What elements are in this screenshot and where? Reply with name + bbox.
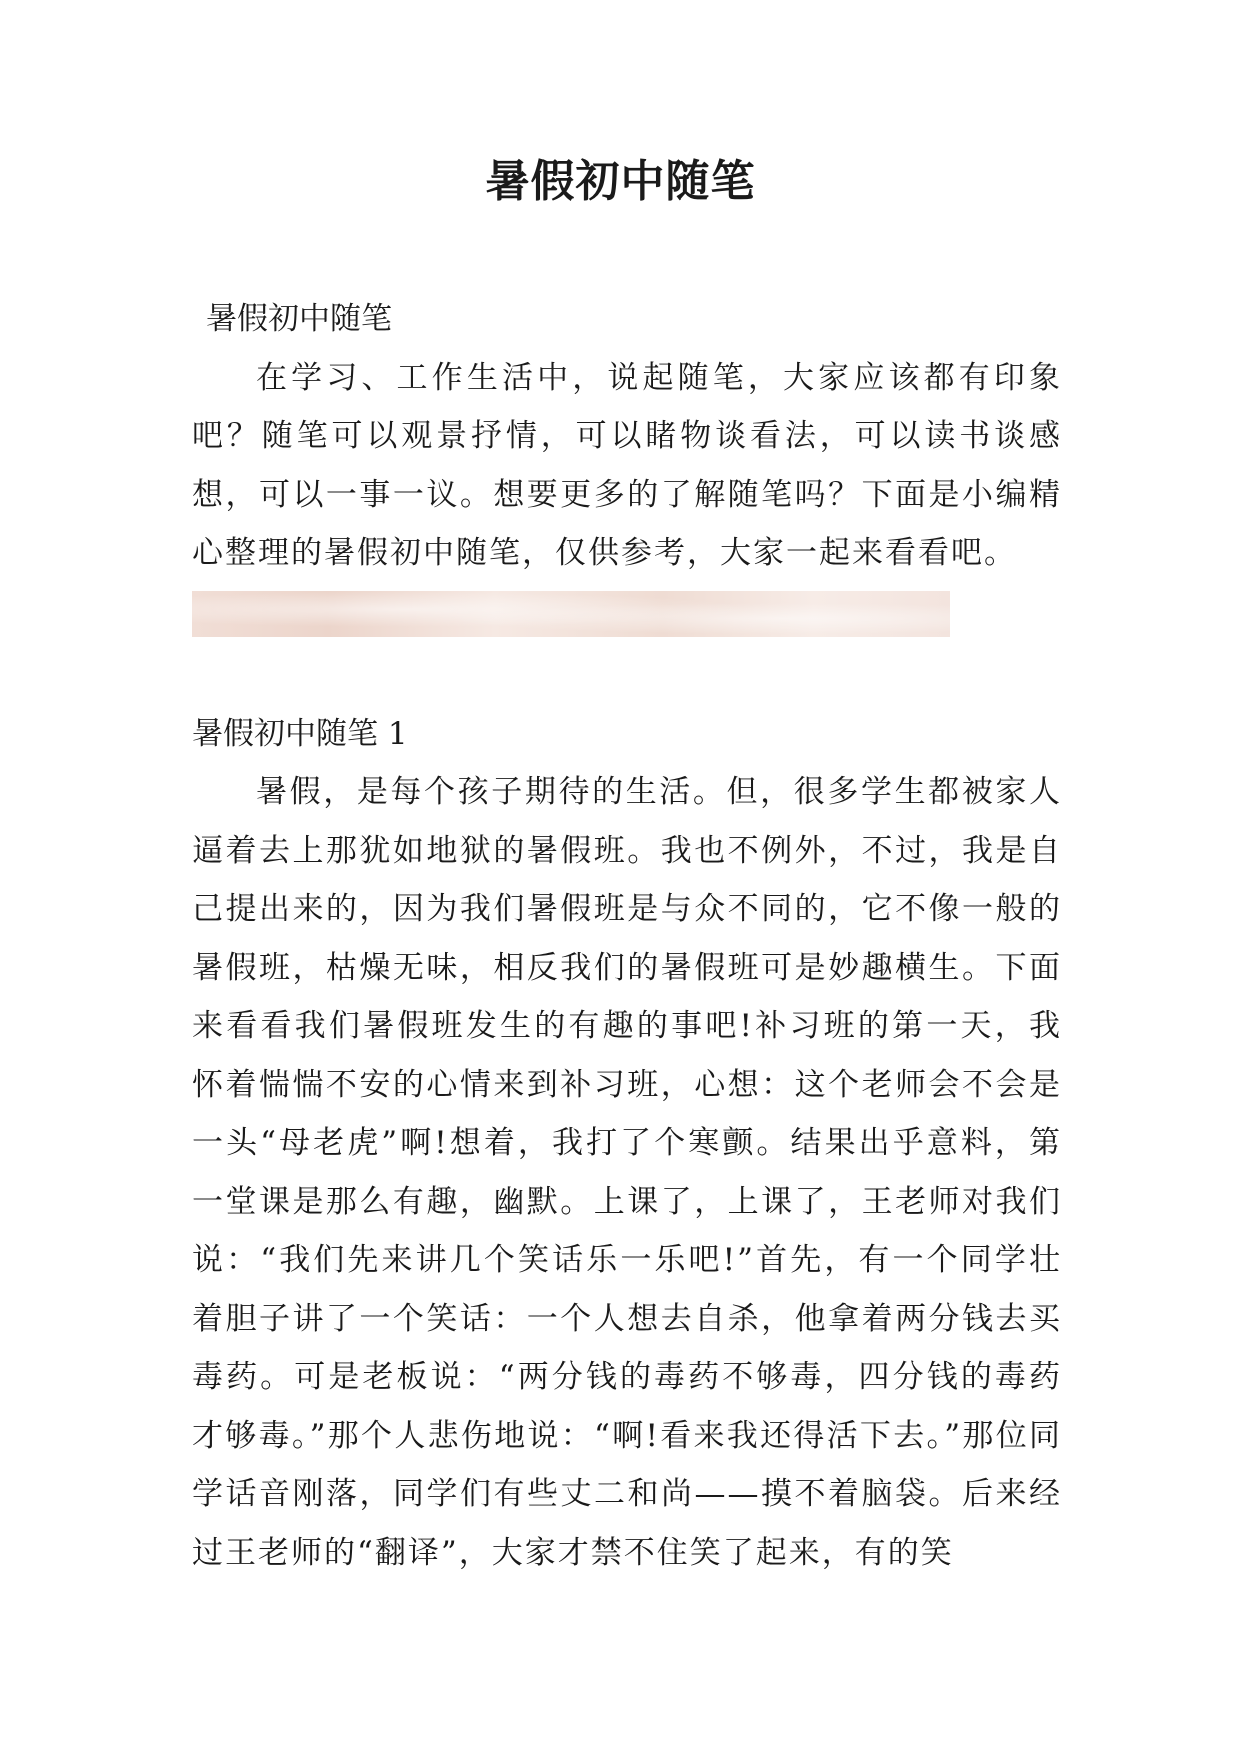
intro-paragraph: 在学习、工作生活中，说起随笔，大家应该都有印象吧？随笔可以观景抒情，可以睹物谈看法，可以读书谈感想，可以一事一议。想要更多的了解随笔吗？下面是小编精心整理的暑假初中随笔，仅供参考，大家一起来看看吧。	[192, 359, 1062, 571]
section-spacer	[192, 637, 1062, 705]
body-paragraph: 暑假，是每个孩子期待的生活。但，很多学生都被家人逼着去上那犹如地狱的暑假班。我也不例外，不过，我是自己提出来的，因为我们暑假班是与众不同的，它不像一般的暑假班，枯燥无味，相反我们的暑假班可是妙趣横生。下面来看看我们暑假班发生的有趣的事吧!补习班的第一天，我怀着惴惴不安的心情来到补习班，心想：这个老师会不会是一头“母老虎”啊!想着，我打了个寒颤。结果出乎意料，第一堂课是那么有趣，幽默。上课了，上课了，王老师对我们说：“我们先来讲几个笑话乐一乐吧!”首先，有一个同学壮着胆子讲了一个笑话：一个人想去自杀，他拿着两分钱去买毒药。可是老板说：“两分钱的毒药不够毒，四分钱的毒药才够毒。”那个人悲伤地说：“啊!看来我还得活下去。”那位同学话音刚落，同学们有些丈二和尚——摸不着脑袋。后来经过王老师的“翻译”，大家才禁不住笑了起来，有的笑	[192, 774, 1062, 1571]
subheading: 暑假初中随笔	[206, 301, 392, 337]
document-body	[192, 290, 1062, 1582]
decorative-banner-image	[192, 591, 950, 637]
section-heading: 暑假初中随笔 1	[192, 715, 408, 752]
page-title: 暑假初中随笔	[485, 156, 756, 207]
